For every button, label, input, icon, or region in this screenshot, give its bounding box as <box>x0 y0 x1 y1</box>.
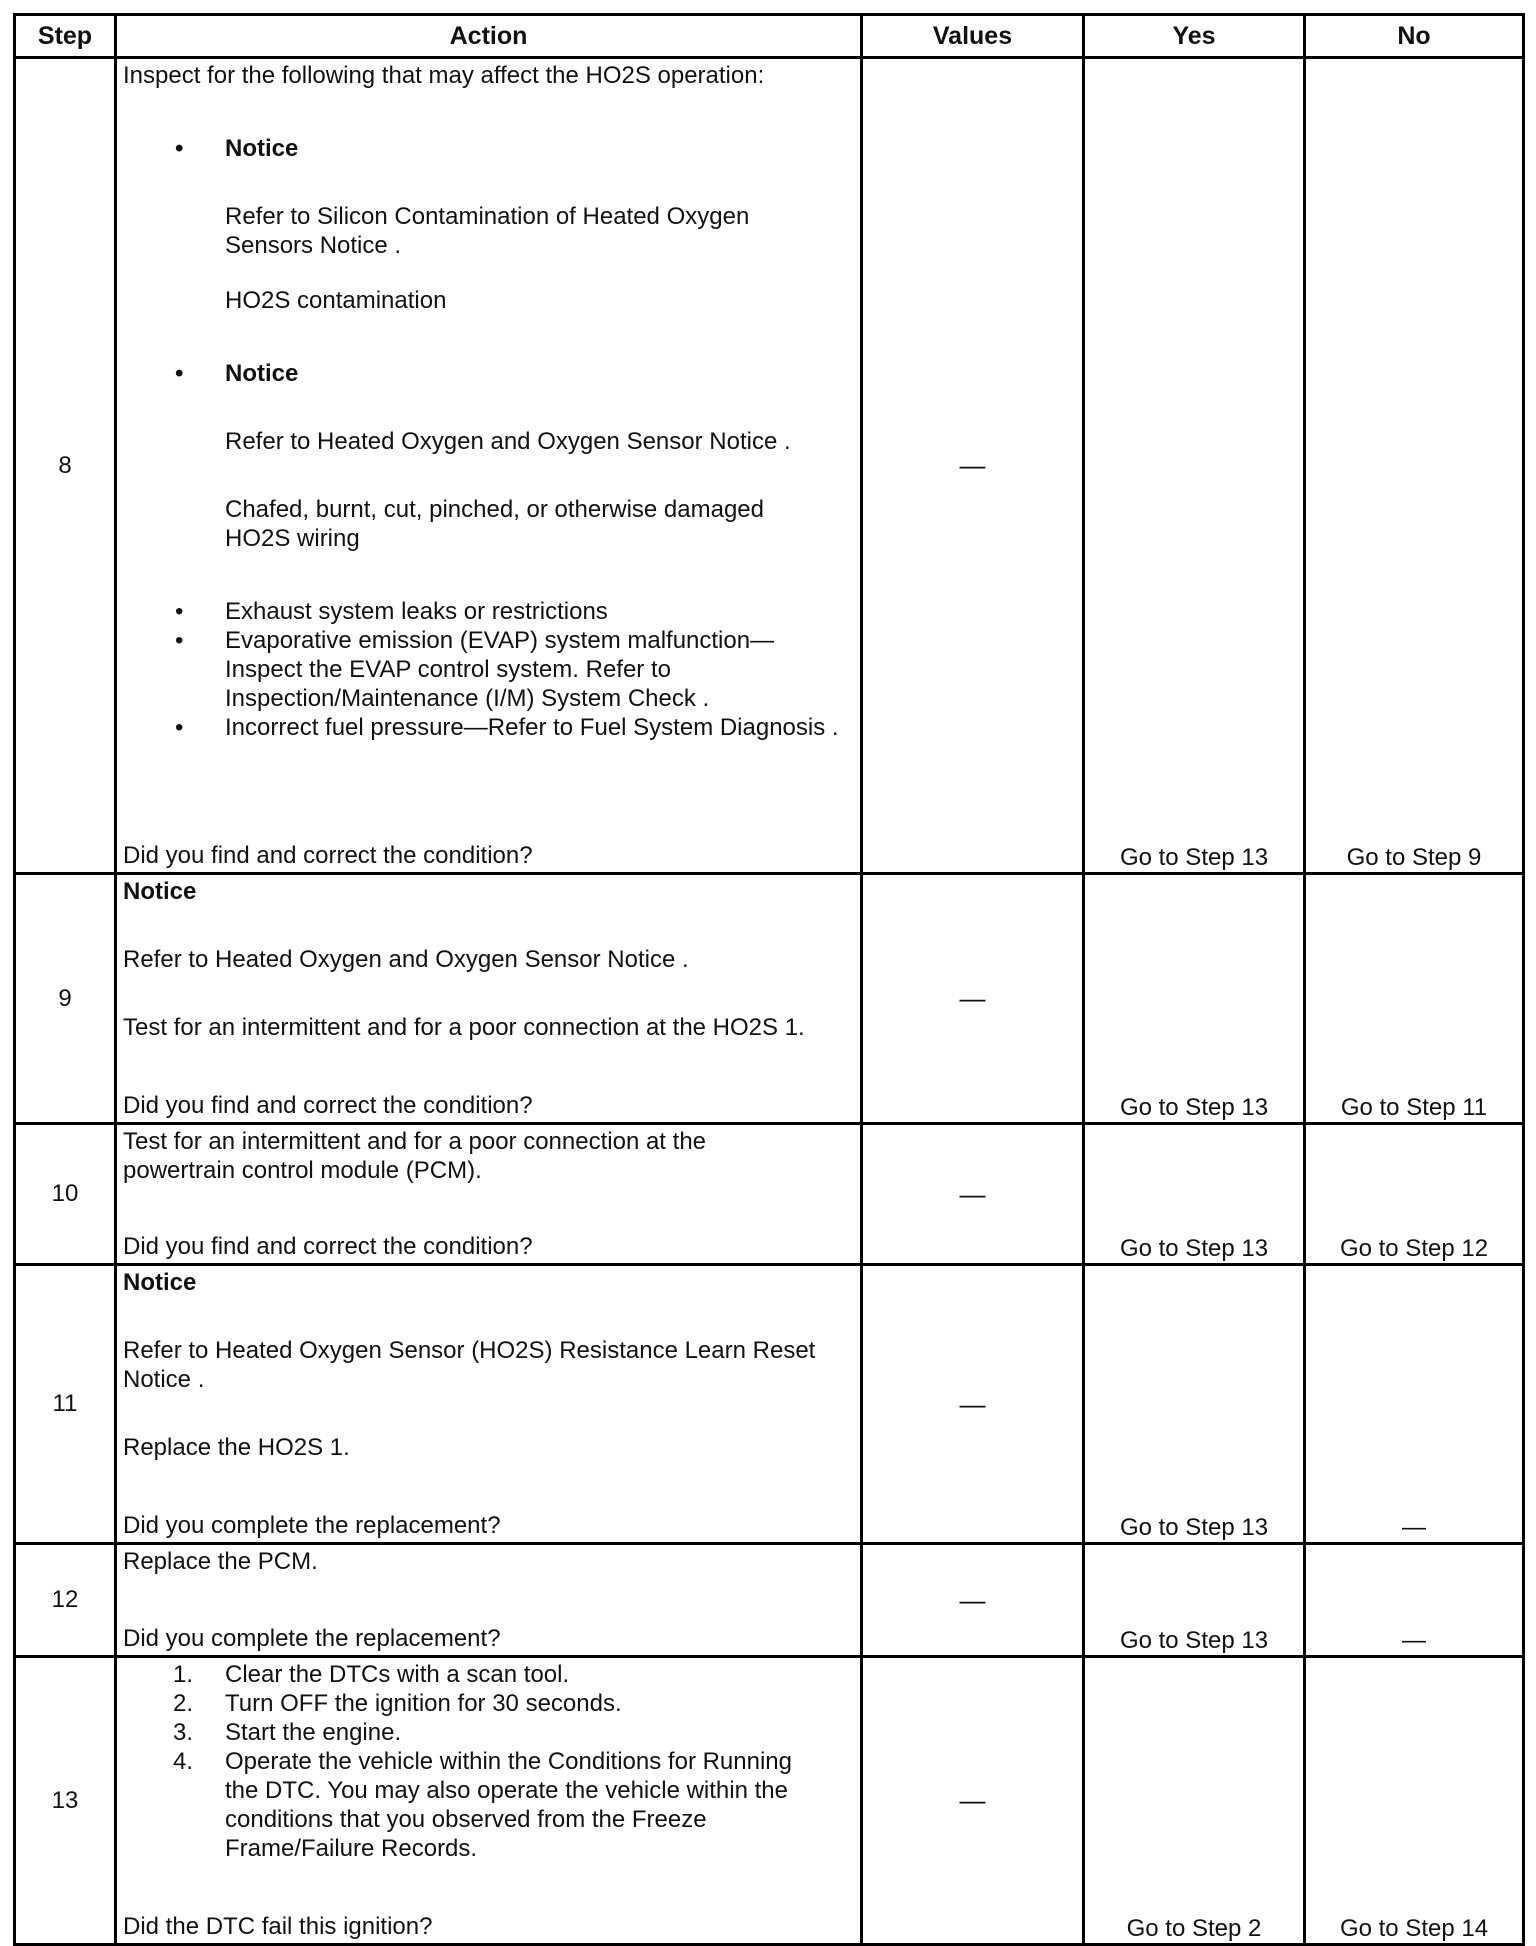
table-row-step-9 <box>15 874 1524 1124</box>
list-item-text: Turn OFF the ignition for 30 seconds. <box>225 1690 622 1717</box>
no-cell: Go to Step 9 <box>1305 58 1524 874</box>
yes-cell: Go to Step 2 <box>1084 1657 1305 1945</box>
list-item-number: 2. <box>173 1690 194 1717</box>
bullet-icon: • <box>175 627 184 654</box>
values-cell: — <box>862 1544 1084 1657</box>
step-number: 10 <box>15 1124 116 1265</box>
action-question: Did you complete the replacement? <box>123 1625 501 1652</box>
notice-text: Refer to Heated Oxygen and Oxygen Sensor Notice . <box>123 946 689 973</box>
no-cell: Go to Step 12 <box>1305 1124 1524 1265</box>
bullet-icon: • <box>175 598 184 625</box>
table-row-step-10 <box>15 1124 1524 1265</box>
step-number: 8 <box>15 58 116 874</box>
notice-title: Notice <box>123 878 197 905</box>
action-question: Did you complete the replacement? <box>123 1512 501 1539</box>
action-text: Test for an intermittent and for a poor connection at the HO2S 1. <box>123 1014 805 1041</box>
header-action: Action <box>116 15 862 58</box>
action-cell <box>116 874 862 1124</box>
list-item <box>123 597 854 626</box>
values-cell: — <box>862 58 1084 874</box>
values-cell: — <box>862 1265 1084 1544</box>
yes-cell: Go to Step 13 <box>1084 1265 1305 1544</box>
notice-title: Notice <box>225 135 299 162</box>
list-item-text: Incorrect fuel pressure—Refer to Fuel System Diagnosis . <box>225 714 839 741</box>
header-step: Step <box>15 15 116 58</box>
notice-text: Refer to Silicon Contamination of Heated Oxygen Sensors Notice . <box>225 203 750 259</box>
notice-title: Notice <box>225 360 299 387</box>
values-cell: — <box>862 874 1084 1124</box>
action-intro: Inspect for the following that may affect the HO2S operation: <box>123 62 765 89</box>
bullet-icon: • <box>175 714 184 741</box>
list-item-text: Operate the vehicle within the Conditions for Running the DTC. You may also operate the vehicle within the conditions that you observed from the Freeze Frame/Failure Records. <box>225 1748 792 1862</box>
action-cell <box>116 1124 862 1265</box>
yes-cell: Go to Step 13 <box>1084 1544 1305 1657</box>
list-item <box>123 134 854 163</box>
list-item <box>123 1660 854 1689</box>
list-item-text: Start the engine. <box>225 1719 402 1746</box>
action-question: Did you find and correct the condition? <box>123 1233 533 1260</box>
action-cell <box>116 1657 862 1945</box>
notice-title: Notice <box>123 1269 197 1296</box>
table-row-step-11 <box>15 1265 1524 1544</box>
table-row-step-13 <box>15 1657 1524 1945</box>
no-cell: Go to Step 14 <box>1305 1657 1524 1945</box>
list-item-text: Clear the DTCs with a scan tool. <box>225 1661 570 1688</box>
list-item <box>123 1718 854 1747</box>
list-item-number: 3. <box>173 1719 194 1746</box>
action-text: Replace the HO2S 1. <box>123 1434 350 1461</box>
notice-item: HO2S contamination <box>225 287 447 314</box>
list-item-text: Evaporative emission (EVAP) system malfunction—Inspect the EVAP control system. Refer to Inspection/Maintenance (I/M) System Check . <box>225 627 775 712</box>
action-cell <box>116 1544 862 1657</box>
header-row <box>15 15 1524 58</box>
diagnostic-table <box>13 13 1525 1946</box>
no-cell: — <box>1305 1265 1524 1544</box>
bullet-icon: • <box>175 135 184 162</box>
action-question: Did you find and correct the condition? <box>123 842 533 869</box>
action-text: Replace the PCM. <box>123 1548 318 1575</box>
action-question: Did you find and correct the condition? <box>123 1092 533 1119</box>
bullet-icon: • <box>175 360 184 387</box>
header-values: Values <box>862 15 1084 58</box>
action-question: Did the DTC fail this ignition? <box>123 1913 433 1940</box>
no-cell: — <box>1305 1544 1524 1657</box>
values-cell: — <box>862 1124 1084 1265</box>
action-cell <box>116 1265 862 1544</box>
list-item-number: 1. <box>173 1661 194 1688</box>
header-no: No <box>1305 15 1524 58</box>
list-item <box>123 359 854 388</box>
list-item <box>123 626 854 713</box>
action-cell <box>116 58 862 874</box>
notice-text: Refer to Heated Oxygen Sensor (HO2S) Resistance Learn Reset Notice . <box>123 1337 816 1393</box>
list-item <box>123 1747 854 1863</box>
yes-cell: Go to Step 13 <box>1084 58 1305 874</box>
yes-cell: Go to Step 13 <box>1084 874 1305 1124</box>
list-item <box>123 713 854 742</box>
list-item-text: Exhaust system leaks or restrictions <box>225 598 608 625</box>
step-number: 9 <box>15 874 116 1124</box>
list-item-number: 4. <box>173 1748 194 1775</box>
list-item <box>123 1689 854 1718</box>
action-text: Test for an intermittent and for a poor connection at the powertrain control module (PCM). <box>123 1128 707 1184</box>
yes-cell: Go to Step 13 <box>1084 1124 1305 1265</box>
table-row-step-8 <box>15 58 1524 874</box>
step-number: 11 <box>15 1265 116 1544</box>
step-number: 13 <box>15 1657 116 1945</box>
notice-item: Chafed, burnt, cut, pinched, or otherwise damaged HO2S wiring <box>225 496 764 552</box>
values-cell: — <box>862 1657 1084 1945</box>
notice-text: Refer to Heated Oxygen and Oxygen Sensor Notice . <box>225 428 791 455</box>
step-number: 12 <box>15 1544 116 1657</box>
table-row-step-12 <box>15 1544 1524 1657</box>
no-cell: Go to Step 11 <box>1305 874 1524 1124</box>
header-yes: Yes <box>1084 15 1305 58</box>
